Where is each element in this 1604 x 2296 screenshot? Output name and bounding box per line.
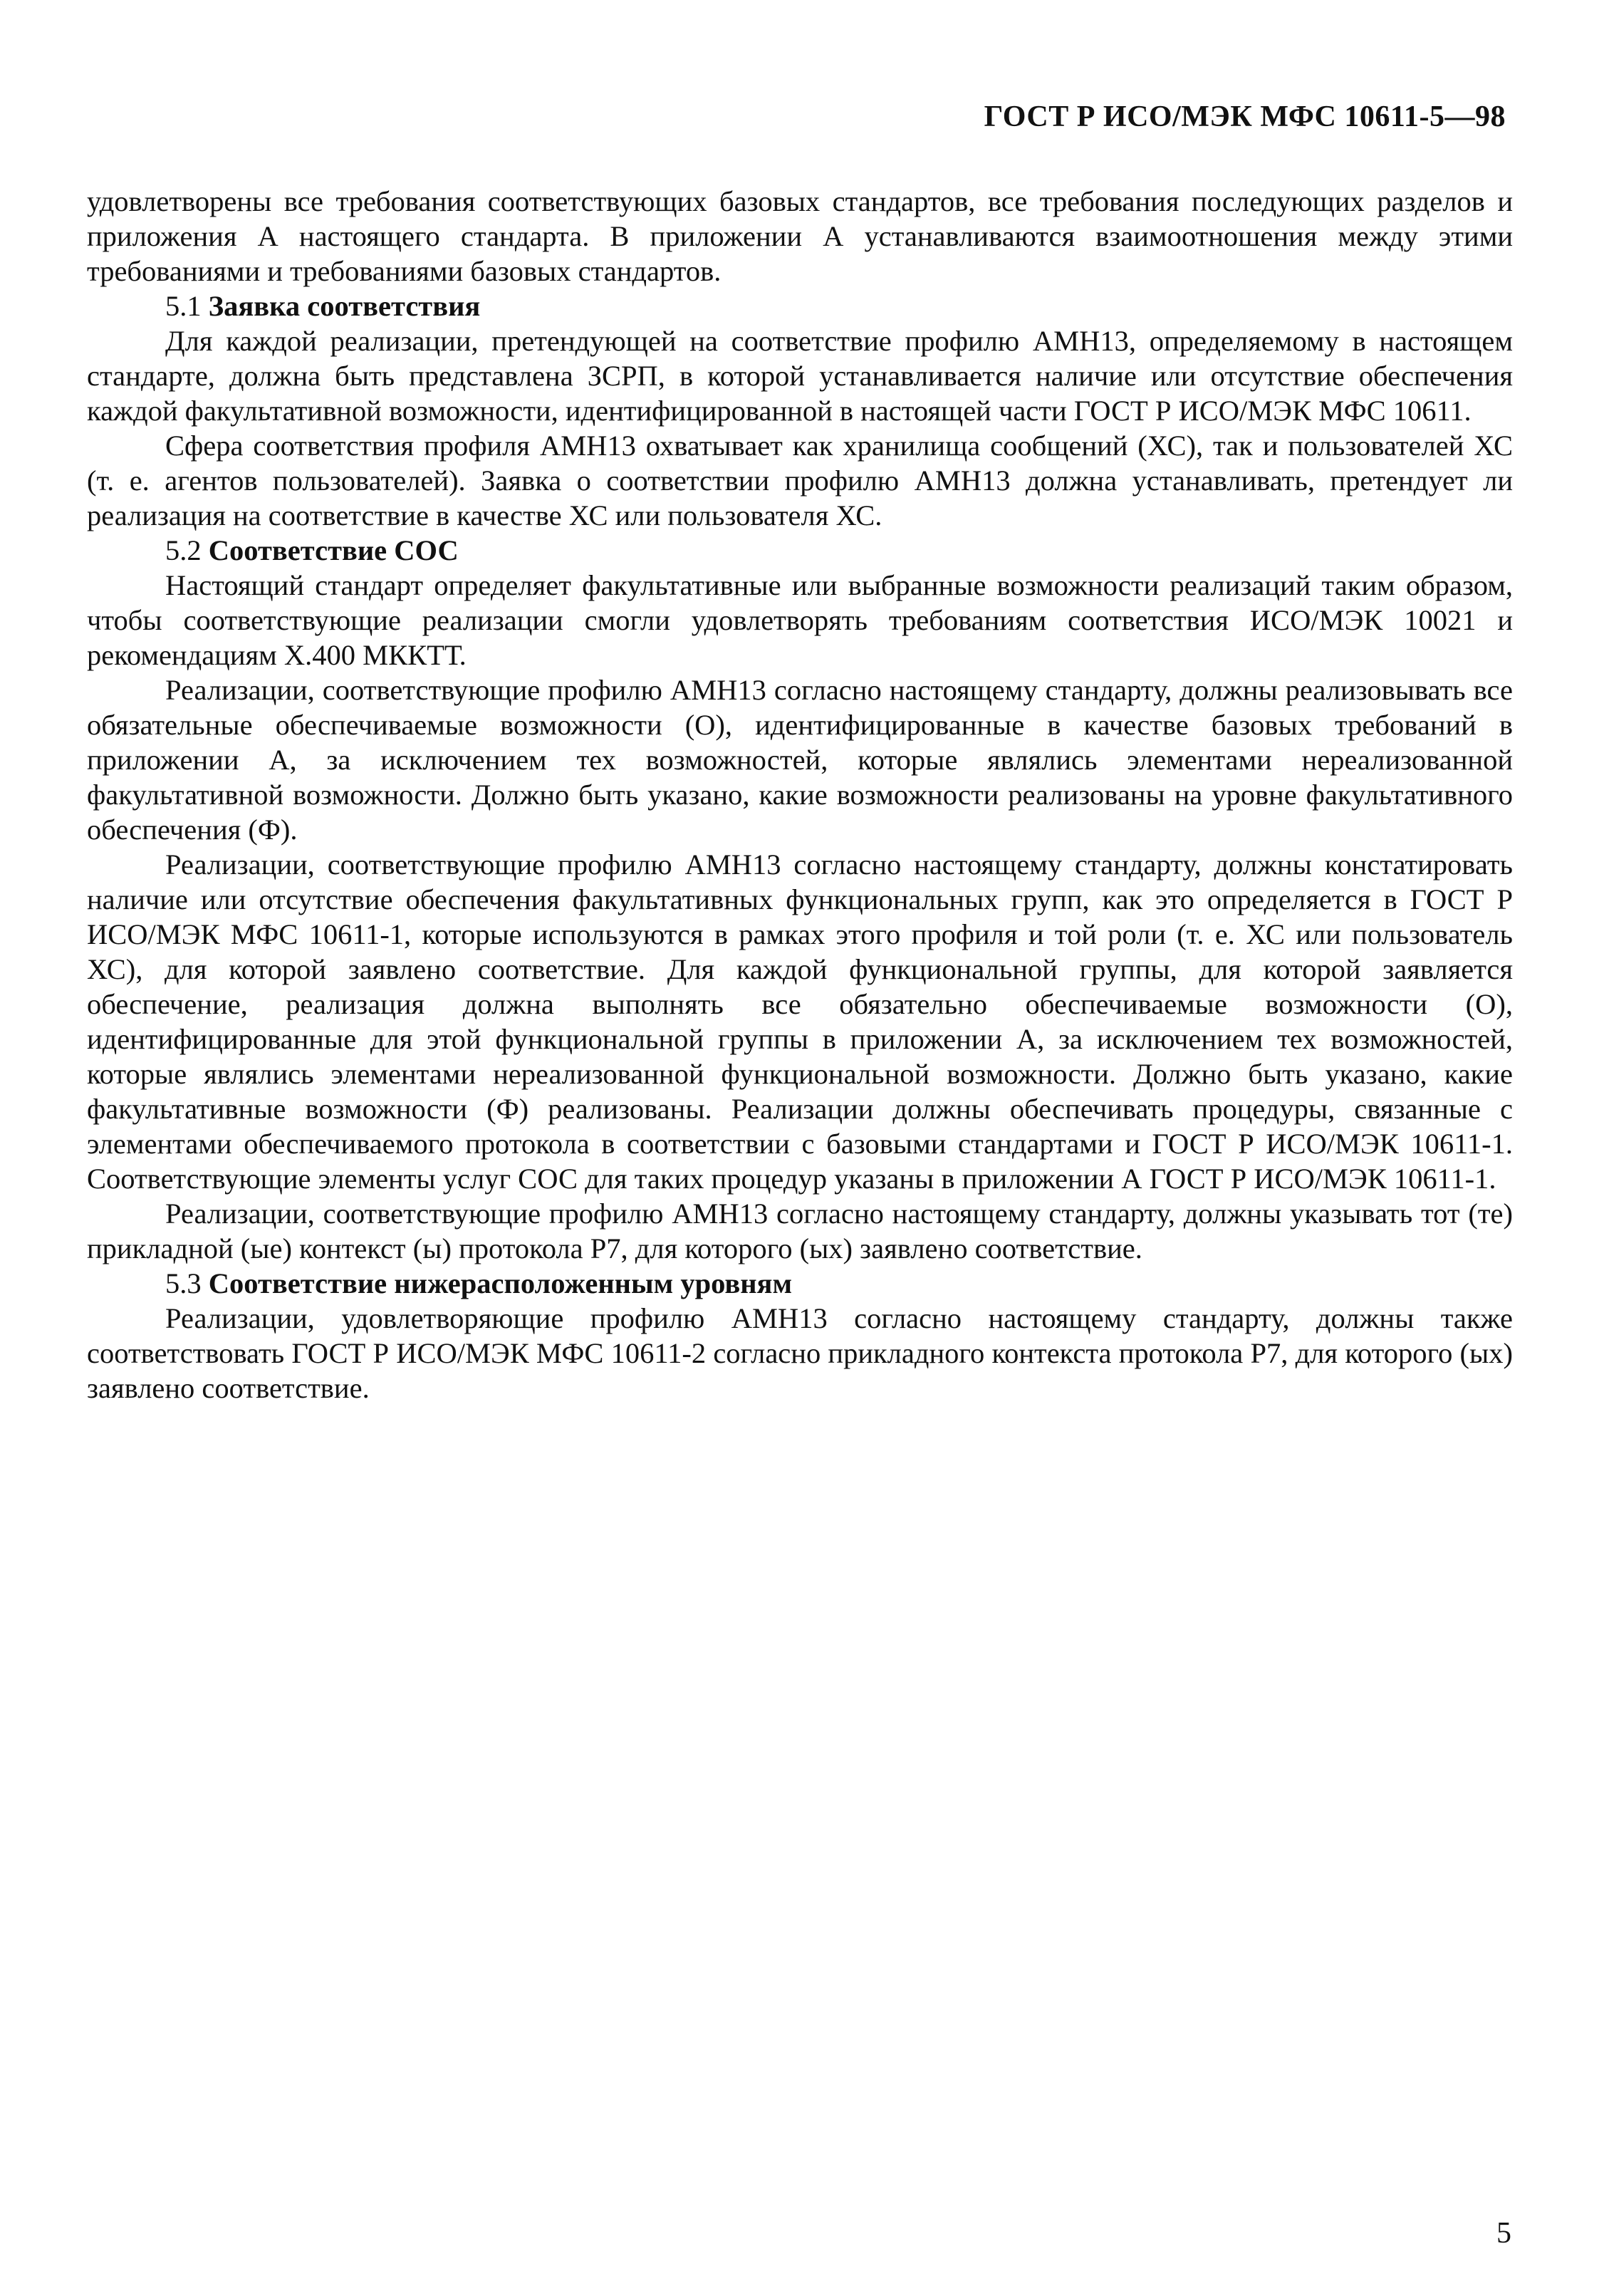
section-number: 5.3 <box>165 1267 202 1299</box>
paragraph: Реализации, удовлетворяющие профилю АМН13 согласно настоящему стандарту, должны также соответствовать ГОСТ Р ИСО/МЭК МФС 10611-2 согласно прикладного контекста протокола Р7, для которого (ых) заявлено соответствие. <box>87 1302 1513 1404</box>
document-header: ГОСТ Р ИСО/МЭК МФС 10611-5—98 <box>984 100 1506 133</box>
page-number: 5 <box>1496 2217 1511 2250</box>
document-body <box>87 184 1513 1406</box>
paragraph: Сфера соответствия профиля АМН13 охватывает как хранилища сообщений (ХС), так и пользователей ХС (т. е. агентов пользователей). Заявка о соответствии профилю АМН13 должна устанавливать, претендует ли реализация на соответствие в качестве ХС или пользователя ХС. <box>87 430 1513 531</box>
paragraph: Реализации, соответствующие профилю АМН13 согласно настоящему стандарту, должны реализовывать все обязательные обеспечиваемые возможности (О), идентифицированные в качестве базовых требований в приложении А, за исключением тех возможностей, которые являлись элементами нереализованной факультативной возможности. Должно быть указано, какие возможности реализованы на уровне факультативного обеспечения (Ф). <box>87 674 1513 846</box>
section-title: Соответствие СОС <box>208 534 459 566</box>
section-title: Заявка соответствия <box>208 290 481 322</box>
paragraph: Настоящий стандарт определяет факультативные или выбранные возможности реализаций таким образом, чтобы соответствующие реализации смогли удовлетворять требованиям соответствия ИСО/МЭК 10021 и рекомендациям Х.400 МККТТ. <box>87 569 1513 671</box>
section-number: 5.1 <box>165 290 202 322</box>
section-5-1-heading <box>87 289 1513 323</box>
section-title: Соответствие нижерасположенным уровням <box>208 1267 793 1299</box>
section-5-3-heading <box>87 1266 1513 1301</box>
section-5-2-heading <box>87 533 1513 568</box>
section-number: 5.2 <box>165 534 202 566</box>
paragraph: Реализации, соответствующие профилю АМН13 согласно настоящему стандарту, должны указывать тот (те) прикладной (ые) контекст (ы) протокола Р7, для которого (ых) заявлено соответствие. <box>87 1198 1513 1264</box>
paragraph: Для каждой реализации, претендующей на соответствие профилю АМН13, определяемому в настоящем стандарте, должна быть представлена ЗСРП, в которой устанавливается наличие или отсутствие обеспечения каждой факультативной возможности, идентифицированной в настоящей части ГОСТ Р ИСО/МЭК МФС 10611. <box>87 325 1513 427</box>
paragraph: Реализации, соответствующие профилю АМН13 согласно настоящему стандарту, должны констатировать наличие или отсутствие обеспечения факультативных функциональных групп, как это определяется в ГОСТ Р ИСО/МЭК МФС 10611-1, которые используются в рамках этого профиля и той роли (т. е. ХС или пользователь ХС), для которой заявлено соответствие. Для каждой функциональной группы, для которой заявляется обеспечение, реализация должна выполнять все обязательно обеспечиваемые возможности (О), идентифицированные для этой функциональной группы в приложении А, за исключением тех возможностей, которые являлись элементами нереализованной функциональной возможности. Должно быть указано, какие факультативные возможности (Ф) реализованы. Реализации должны обеспечивать процедуры, связанные с элементами обеспечиваемого протокола в соответствии с базовыми стандартами и ГОСТ Р ИСО/МЭК 10611-1. Соответствующие элементы услуг СОС для таких процедур указаны в приложении А ГОСТ Р ИСО/МЭК 10611-1. <box>87 848 1513 1195</box>
intro-paragraph: удовлетворены все требования соответствующих базовых стандартов, все требования последующих разделов и приложения А настоящего стандарта. В приложении А устанавливаются взаимоотношения между этими требованиями и требованиями базовых стандартов. <box>87 185 1513 287</box>
